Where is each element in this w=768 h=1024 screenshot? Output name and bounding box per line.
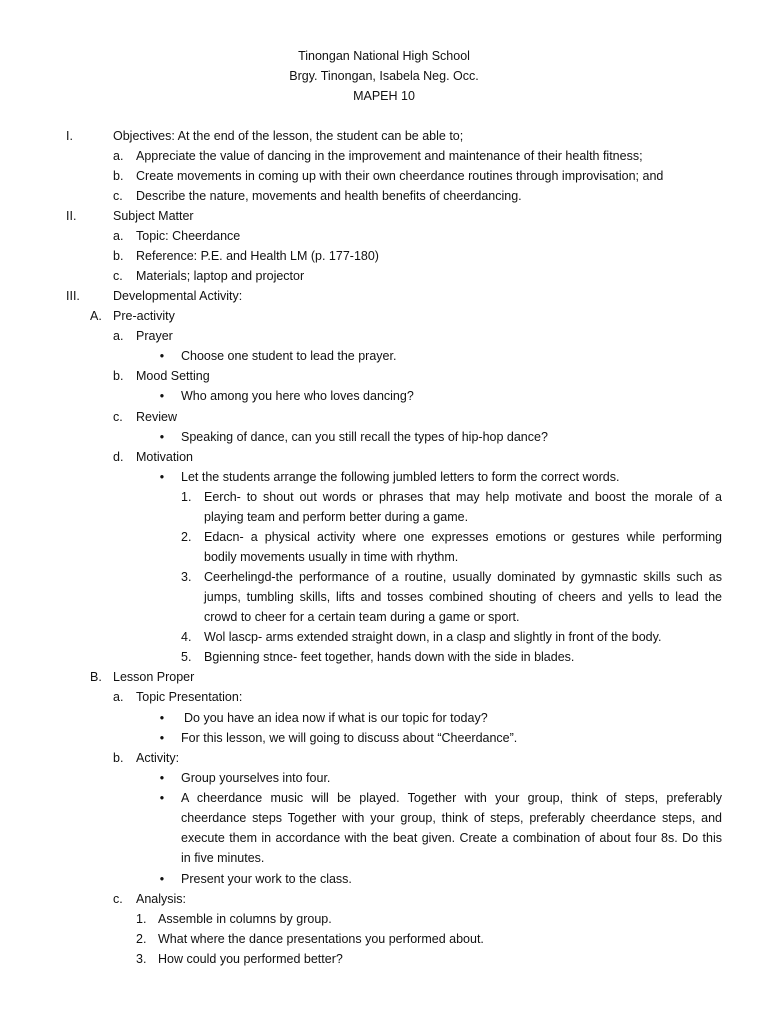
pre-activity-heading: Pre-activity xyxy=(113,309,175,323)
pre-activity-marker: A. xyxy=(90,309,102,323)
word-1-line-2: playing team and perform better during a game. xyxy=(204,510,469,524)
subject-marker-b: b. xyxy=(113,249,124,263)
topic-presentation-marker: a. xyxy=(113,690,124,704)
bullet-icon: • xyxy=(159,470,165,484)
analysis-item-1: Assemble in columns by group. xyxy=(158,912,332,926)
word-number-2: 2. xyxy=(181,530,192,544)
activity-bullet-2-line-3: execute them in accordance with the beat given. Create a combination of about four 8s. Do this xyxy=(181,831,722,845)
activity-bullet-3: Present your work to the class. xyxy=(181,872,352,886)
motivation-marker: d. xyxy=(113,450,124,464)
activity-bullet-2-line-2: cheerdance steps Together with your group, think of steps, preferably cheerdance steps, and xyxy=(181,811,722,825)
review-bullet: Speaking of dance, can you still recall the types of hip-hop dance? xyxy=(181,430,548,444)
bullet-icon: • xyxy=(159,389,165,403)
motivation-label: Motivation xyxy=(136,450,193,464)
objective-item-a: Appreciate the value of dancing in the improvement and maintenance of their health fitness; xyxy=(136,149,643,163)
activity-label: Activity: xyxy=(136,751,180,765)
word-4-line-1: Wol lascp- arms extended straight down, in a clasp and slightly in front of the body. xyxy=(204,630,662,644)
lesson-proper-marker: B. xyxy=(90,670,102,684)
objective-item-b: Create movements in coming up with their own cheerdance routines through improvisation; and xyxy=(136,169,664,183)
topic-presentation-bullet-2: For this lesson, we will going to discuss about “Cheerdance”. xyxy=(181,731,518,745)
prayer-label: Prayer xyxy=(136,329,173,343)
word-2-line-2: bodily movements usually in time with rhythm. xyxy=(204,550,459,564)
developmental-heading: Developmental Activity: xyxy=(113,289,243,303)
subject-matter-heading: Subject Matter xyxy=(113,209,194,223)
word-3-line-2: jumps, tumbling skills, lifts and tosses combined shouting of cheers and yells to lead the xyxy=(204,590,722,604)
subject-materials: Materials; laptop and projector xyxy=(136,269,305,283)
word-2-line-1: Edacn- a physical activity where one expresses emotions or gestures while performing xyxy=(204,530,722,544)
activity-bullet-1: Group yourselves into four. xyxy=(181,771,331,785)
word-3-line-3: crowd to cheer for a certain team during a game or sport. xyxy=(204,610,520,624)
word-number-4: 4. xyxy=(181,630,192,644)
word-3-line-1: Ceerhelingd-the performance of a routine, usually dominated by gymnastic skills such as xyxy=(204,570,722,584)
bullet-icon: • xyxy=(159,711,165,725)
review-label: Review xyxy=(136,410,177,424)
analysis-item-3: How could you performed better? xyxy=(158,952,343,966)
subject-reference: Reference: P.E. and Health LM (p. 177-180) xyxy=(136,249,379,263)
subject-topic: Topic: Cheerdance xyxy=(136,229,241,243)
bullet-icon: • xyxy=(159,771,165,785)
analysis-number-3: 3. xyxy=(136,952,147,966)
bullet-icon: • xyxy=(159,872,165,886)
bullet-icon: • xyxy=(159,430,165,444)
objectives-heading: Objectives: At the end of the lesson, the student can be able to; xyxy=(113,129,464,143)
topic-presentation-label: Topic Presentation: xyxy=(136,690,243,704)
topic-presentation-bullet-1: Do you have an idea now if what is our topic for today? xyxy=(184,711,488,725)
activity-bullet-2-line-1: A cheerdance music will be played. Together with your group, think of steps, preferably xyxy=(181,791,722,805)
objective-marker-a: a. xyxy=(113,149,124,163)
subject-marker-c: c. xyxy=(113,269,123,283)
section-numeral-iii: III. xyxy=(66,289,80,303)
section-numeral-i: I. xyxy=(66,129,73,143)
review-marker: c. xyxy=(113,410,123,424)
mood-bullet: Who among you here who loves dancing? xyxy=(181,389,414,403)
bullet-icon: • xyxy=(159,731,165,745)
mood-label: Mood Setting xyxy=(136,369,210,383)
mood-marker: b. xyxy=(113,369,124,383)
word-number-5: 5. xyxy=(181,650,192,664)
analysis-marker: c. xyxy=(113,892,123,906)
analysis-label: Analysis: xyxy=(136,892,187,906)
subject-marker-a: a. xyxy=(113,229,124,243)
objective-item-c: Describe the nature, movements and health benefits of cheerdancing. xyxy=(136,189,522,203)
bullet-icon: • xyxy=(159,349,165,363)
activity-bullet-2-line-4: in five minutes. xyxy=(181,851,265,865)
objective-marker-b: b. xyxy=(113,169,124,183)
word-number-3: 3. xyxy=(181,570,192,584)
activity-marker: b. xyxy=(113,751,124,765)
prayer-marker: a. xyxy=(113,329,124,343)
school-address: Brgy. Tinongan, Isabela Neg. Occ. xyxy=(289,69,479,83)
bullet-icon: • xyxy=(159,791,165,805)
prayer-bullet: Choose one student to lead the prayer. xyxy=(181,349,397,363)
motivation-bullet: Let the students arrange the following jumbled letters to form the correct words. xyxy=(181,470,620,484)
word-5-line-1: Bgienning stnce- feet together, hands down with the side in blades. xyxy=(204,650,575,664)
analysis-number-1: 1. xyxy=(136,912,147,926)
analysis-number-2: 2. xyxy=(136,932,147,946)
objective-marker-c: c. xyxy=(113,189,123,203)
section-numeral-ii: II. xyxy=(66,209,77,223)
lesson-proper-heading: Lesson Proper xyxy=(113,670,195,684)
subject-title: MAPEH 10 xyxy=(353,89,415,103)
analysis-item-2: What where the dance presentations you performed about. xyxy=(158,932,484,946)
word-1-line-1: Eerch- to shout out words or phrases that may help motivate and boost the morale of a xyxy=(204,490,722,504)
word-number-1: 1. xyxy=(181,490,192,504)
school-name: Tinongan National High School xyxy=(298,49,470,63)
